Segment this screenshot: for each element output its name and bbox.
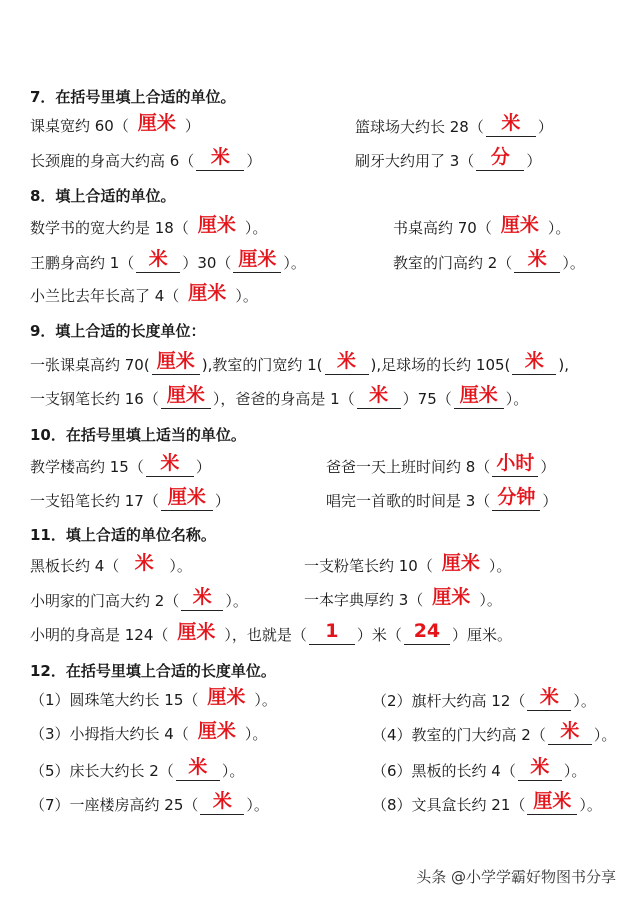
s9-l1-answer-1: 厘米 (156, 350, 195, 372)
s7-q3: 长颈鹿的身高大约高 6（ 米 ） (30, 146, 262, 170)
s10-q2: 爸爸一天上班时间约 8（ 小时 ） (326, 452, 556, 476)
s8-q4-answer: 米 (527, 248, 547, 270)
s10-q1: 教学楼高约 15（ 米 ） (30, 452, 211, 476)
section-8-title: 8．填上合适的单位。 (30, 187, 176, 205)
s8-q4: 教室的门高约 2（ 米 ）。 (393, 248, 585, 272)
s12-q8-answer: 厘米 (533, 790, 572, 812)
s10-q4-answer: 分钟 (497, 486, 536, 508)
s11-q4-answer: 厘米 (432, 586, 471, 608)
s8-q2: 书桌高约 70（ 厘米 ）。 (393, 214, 571, 237)
s11-q1: 黑板长约 4（ 米 ）。 (30, 552, 192, 575)
s8-q1-answer: 厘米 (197, 214, 236, 236)
s12-q6-answer: 米 (530, 756, 550, 778)
s8-q3: 王鹏身高约 1（ 米 ）30（ 厘米 ）。 (30, 248, 306, 272)
s11-q5-answer-3: 24 (413, 620, 441, 642)
s12-q3-answer: 厘米 (197, 720, 236, 742)
s8-q3-answer-2: 厘米 (238, 248, 277, 270)
s11-q5-answer-1: 厘米 (177, 621, 216, 643)
s9-l2-answer-3: 厘米 (459, 384, 498, 406)
s7-q4: 刷牙大约用了 3（ 分 ） (355, 146, 542, 170)
s11-q2-answer: 厘米 (441, 552, 480, 574)
s9-l2-answer-1: 厘米 (166, 384, 205, 406)
s11-q3: 小明家的门高大约 2（ 米 ）。 (30, 586, 248, 610)
s7-q4-answer: 分 (490, 146, 510, 168)
s11-q5-answer-2: 1 (325, 620, 339, 642)
section-9-title: 9．填上合适的长度单位： (30, 322, 206, 340)
section-11-title: 11．填上合适的单位名称。 (30, 526, 216, 544)
footer-watermark: 头条 @小学学霸好物图书分享 (416, 868, 616, 886)
s7-q2-answer: 米 (501, 112, 521, 134)
s8-q5-answer: 厘米 (188, 282, 227, 304)
s9-l2-answer-2: 米 (369, 384, 389, 406)
s7-q3-answer: 米 (210, 146, 230, 168)
s11-q5: 小明的身高是 124（ 厘米 ），也就是（ 1 ）米（ 24 ）厘米。 (30, 620, 512, 644)
s12-q7-answer: 米 (212, 790, 232, 812)
s12-q4: （4）教室的门大约高 2（ 米 ）。 (372, 720, 617, 744)
s10-q1-answer: 米 (160, 452, 180, 474)
s12-q5-answer: 米 (188, 756, 208, 778)
s7-q1-answer: 厘米 (137, 112, 176, 134)
s12-q4-answer: 米 (560, 720, 580, 742)
s8-q3-answer-1: 米 (148, 248, 168, 270)
s12-q3: （3）小拇指大约长 4（ 厘米 ）。 (30, 720, 268, 743)
s10-q2-answer: 小时 (496, 452, 535, 474)
s12-q1-answer: 厘米 (207, 686, 246, 708)
s10-q4: 唱完一首歌的时间是 3（ 分钟 ） (326, 486, 558, 510)
s9-line-2: 一支钢笔长约 16（ 厘米 ），爸爸的身高是 1（ 米 ）75（ 厘米 ）。 (30, 384, 529, 408)
s8-q1: 数学书的宽大约是 18（ 厘米 ）。 (30, 214, 268, 237)
s12-q6: （6）黑板的长约 4（ 米 ）。 (372, 756, 587, 780)
s12-q5: （5）床长大约长 2（ 米 ）。 (30, 756, 245, 780)
section-7-title: 7．在括号里填上合适的单位。 (30, 88, 236, 106)
s9-line-1: 一张课桌高约 70( 厘米 ),教室的门宽约 1( 米 ),足球场的长约 105( 米 ), (30, 350, 570, 374)
s9-l1-answer-2: 米 (337, 350, 357, 372)
s11-q2: 一支粉笔长约 10（ 厘米 ）。 (304, 552, 512, 575)
s12-q2-answer: 米 (539, 686, 559, 708)
s11-q1-answer: 米 (134, 552, 154, 574)
s12-q1: （1）圆珠笔大约长 15（ 厘米 ）。 (30, 686, 277, 709)
section-10-title: 10．在括号里填上适当的单位。 (30, 426, 246, 444)
s12-q8: （8）文具盒长约 21（ 厘米 ）。 (372, 790, 602, 814)
s10-q3-answer: 厘米 (167, 486, 206, 508)
s11-q3-answer: 米 (192, 586, 212, 608)
s12-q2: （2）旗杆大约高 12（ 米 ）。 (372, 686, 596, 710)
s10-q3: 一支铅笔长约 17（ 厘米 ） (30, 486, 230, 510)
s8-q5: 小兰比去年长高了 4（ 厘米 ）。 (30, 282, 258, 305)
section-12-title: 12．在括号里填上合适的长度单位。 (30, 662, 276, 680)
s7-q2: 篮球场大约长 28（ 米 ） (355, 112, 553, 136)
s9-l1-answer-3: 米 (524, 350, 544, 372)
s11-q4: 一本字典厚约 3（ 厘米 ）。 (304, 586, 502, 609)
s8-q2-answer: 厘米 (500, 214, 539, 236)
s12-q7: （7）一座楼房高约 25（ 米 ）。 (30, 790, 269, 814)
s7-q1: 课桌宽约 60（ 厘米 ） (30, 112, 200, 135)
